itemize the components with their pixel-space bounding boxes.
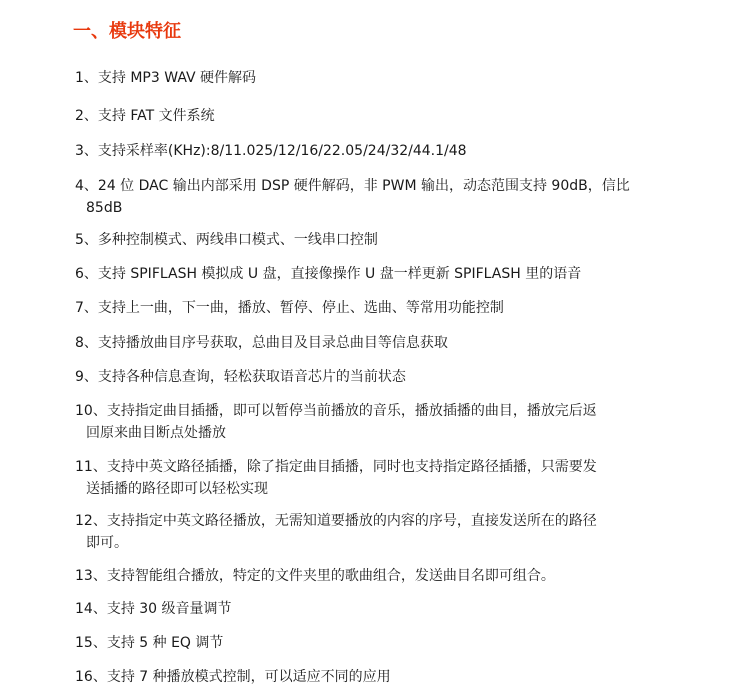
item-text: 9、支持各种信息查询，轻松获取语音芯片的当前状态	[75, 369, 406, 385]
list-item	[75, 229, 675, 251]
list-item	[75, 598, 675, 620]
item-text: 6、支持 SPIFLASH 模拟成 U 盘，直接像操作 U 盘一样更新 SPIFLASH 里的语音	[75, 266, 582, 282]
section-heading: 一、模块特征	[73, 21, 181, 42]
list-item	[75, 175, 675, 219]
item-text-continuation: 85dB	[86, 200, 123, 216]
item-text: 5、多种控制模式、两线串口模式、一线串口控制	[75, 232, 378, 248]
item-text: 13、支持智能组合播放，特定的文件夹里的歌曲组合，发送曲目名即可组合。	[75, 568, 555, 584]
item-text: 14、支持 30 级音量调节	[75, 601, 232, 617]
list-item	[75, 400, 675, 444]
list-item	[75, 632, 675, 654]
list-item	[75, 105, 675, 127]
list-item	[75, 140, 675, 162]
item-text: 12、支持指定中英文路径播放，无需知道要播放的内容的序号，直接发送所在的路径	[75, 513, 597, 529]
list-item	[75, 366, 675, 388]
list-item	[75, 666, 675, 688]
item-text: 7、支持上一曲，下一曲，播放、暂停、停止、选曲、等常用功能控制	[75, 300, 504, 316]
item-text: 16、支持 7 种播放模式控制，可以适应不同的应用	[75, 669, 391, 685]
list-item	[75, 297, 675, 319]
item-text: 8、支持播放曲目序号获取，总曲目及目录总曲目等信息获取	[75, 335, 448, 351]
item-text-continuation: 即可。	[86, 535, 128, 551]
item-text-continuation: 送插播的路径即可以轻松实现	[86, 481, 268, 497]
item-text: 3、支持采样率(KHz):8/11.025/12/16/22.05/24/32/44.1/48	[75, 143, 467, 159]
list-item	[75, 67, 675, 89]
list-item	[75, 332, 675, 354]
item-text: 4、24 位 DAC 输出内部采用 DSP 硬件解码，非 PWM 输出，动态范围支持 90dB，信比	[75, 178, 630, 194]
item-text-continuation: 回原来曲目断点处播放	[86, 425, 226, 441]
item-text: 10、支持指定曲目插播，即可以暂停当前播放的音乐，播放插播的曲目，播放完后返	[75, 403, 597, 419]
list-item	[75, 565, 675, 587]
item-text: 1、支持 MP3 WAV 硬件解码	[75, 70, 257, 86]
list-item	[75, 510, 675, 554]
list-item	[75, 456, 675, 500]
list-item	[75, 263, 675, 285]
item-text: 15、支持 5 种 EQ 调节	[75, 635, 224, 651]
item-text: 2、支持 FAT 文件系统	[75, 108, 215, 124]
item-text: 11、支持中英文路径插播，除了指定曲目插播，同时也支持指定路径插播，只需要发	[75, 459, 597, 475]
